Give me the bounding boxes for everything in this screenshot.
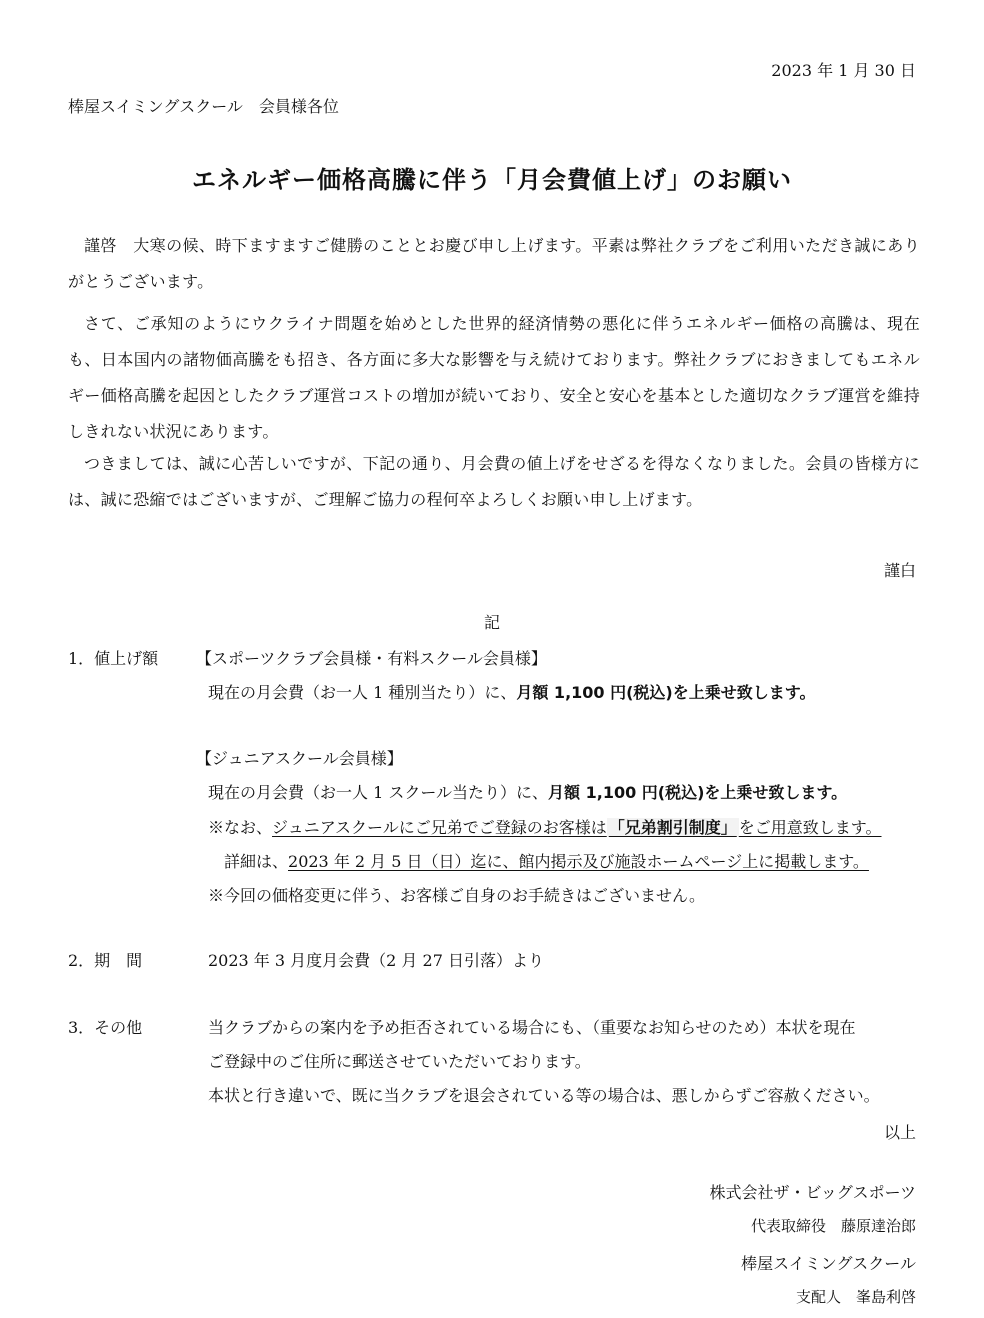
group2-header: 【ジュニアスクール会員様】 bbox=[196, 749, 403, 768]
greeting-paragraph: 謹啓 大寒の候、時下ますますご健勝のこととお慶び申し上げます。平素は弊社クラブをご利用いただき誠にありがとうございます。 bbox=[68, 236, 920, 291]
addressee: 棒屋スイミングスクール 会員様各位 bbox=[68, 97, 339, 116]
group2-line bbox=[208, 780, 847, 803]
letter-title: エネルギー価格高騰に伴う「月会費値上げ」のお願い bbox=[192, 166, 792, 194]
request-paragraph: つきましては、誠に心苦しいですが、下記の通り、月会費の値上げをせざるを得なくなりました。会員の皆様方には、誠に恐縮ではございますが、ご理解ご協力の程何卒よろしくお願い申し上げます。 bbox=[68, 454, 920, 509]
section1-label: 1．値上げ額 bbox=[68, 649, 159, 668]
note1-underlined: ジュニアスクールにご兄弟でご登録のお客様は bbox=[272, 818, 607, 837]
group1-prefix: 現在の月会費（お一人 1 種別当たり）に、 bbox=[208, 683, 517, 702]
closing-word: 謹白 bbox=[883, 561, 916, 580]
group1-line bbox=[208, 680, 815, 703]
other-line-3: 本状と行き違いで、既に当クラブを退会されている等の場合は、悪しからずご容赦ください。 bbox=[208, 1086, 880, 1105]
group1-header: 【スポーツクラブ会員様・有料スクール会員様】 bbox=[196, 649, 547, 668]
sibling-discount-note bbox=[208, 815, 882, 838]
other-line-2: ご登録中のご住所に郵送させていただいております。 bbox=[208, 1052, 591, 1071]
note2-underlined: 2023 年 2 月 5 日（日）迄に、館内掲示及び施設ホームページ上に掲載します。 bbox=[288, 852, 869, 871]
no-procedure-note: ※今回の価格変更に伴う、お客様ご自身のお手続きはございません。 bbox=[208, 886, 705, 905]
ki-heading: 記 bbox=[483, 613, 500, 632]
manager: 支配人 峯島利啓 bbox=[795, 1288, 916, 1306]
note1-underlined-tail: をご用意致します。 bbox=[738, 818, 882, 837]
section3-label: 3．その他 bbox=[68, 1018, 143, 1037]
other-line-1: 当クラブからの案内を予め拒否されている場合にも、（重要なお知らせのため）本状を現在 bbox=[208, 1018, 856, 1037]
school-name: 棒屋スイミングスクール bbox=[741, 1254, 916, 1273]
company-name: 株式会社ザ・ビッグスポーツ bbox=[709, 1183, 916, 1202]
background-paragraph: さて、ご承知のようにウクライナ問題を始めとした世界的経済情勢の悪化に伴うエネルギー価格の高騰は、現在も、日本国内の諸物価高騰をも招き、各方面に多大な影響を与え続けております。弊社クラブにおきましてもエネルギー価格高騰を起因としたクラブ運営コストの増加が続いており、安全と安心を基本とした適切なクラブ運営を維持しきれない状況にあります。 bbox=[68, 314, 920, 441]
group2-amount: 月額 1,100 円(税込)を上乗せ致します。 bbox=[548, 783, 848, 802]
period-text: 2023 年 3 月度月会費（2 月 27 日引落）より bbox=[208, 951, 544, 970]
group1-amount: 月額 1,100 円(税込)を上乗せ致します。 bbox=[516, 683, 816, 702]
note1-prefix: ※なお、 bbox=[208, 818, 273, 837]
sibling-discount-badge: 「兄弟割引制度」 bbox=[608, 818, 737, 837]
group2-prefix: 現在の月会費（お一人 1 スクール当たり）に、 bbox=[208, 783, 549, 802]
section2-label: 2．期 間 bbox=[68, 951, 143, 970]
details-note bbox=[224, 849, 869, 872]
representative: 代表取締役 藤原達治郎 bbox=[750, 1217, 916, 1235]
letter-date: 2023 年 1 月 30 日 bbox=[771, 61, 916, 80]
ijo-closing: 以上 bbox=[883, 1123, 916, 1142]
note2-prefix: 詳細は、 bbox=[224, 852, 289, 871]
